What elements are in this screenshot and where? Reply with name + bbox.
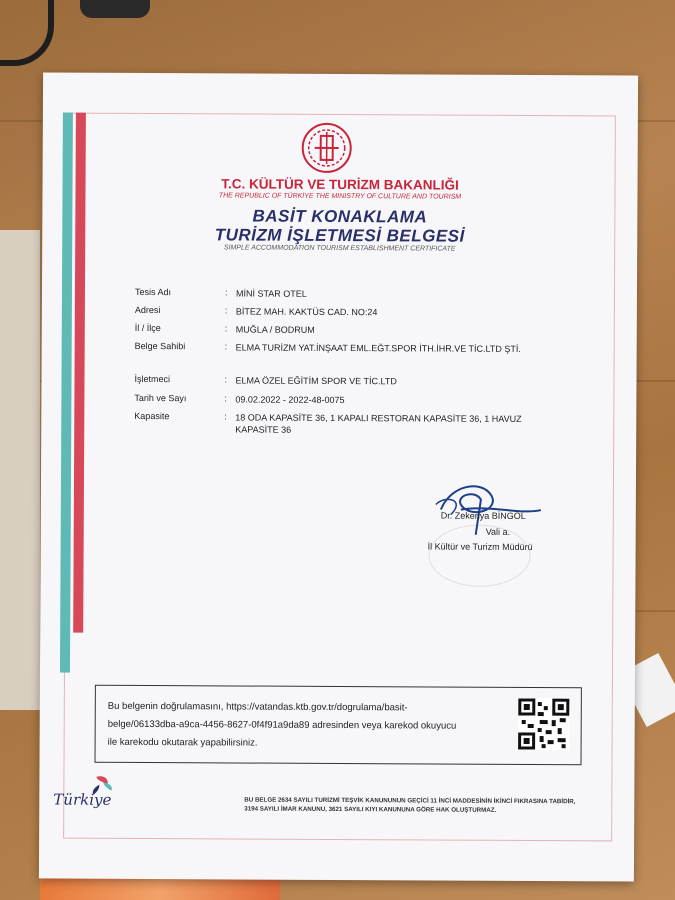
ministry-name: T.C. KÜLTÜR VE TURİZM BAKANLIĞI [221,176,459,193]
field-label: Adresi [134,304,161,316]
svg-text:Türkiye: Türkiye [53,790,112,809]
certificate-title-line2: TURİZM İŞLETMESİ BELGESİ [214,225,465,246]
signatory-role: Vali a. [485,526,511,537]
field-value: MUĞLA / BODRUM [235,324,315,335]
signatory-name: Dr. Zekeriya BİNGÖL [440,510,526,521]
background-shelf [0,230,40,710]
field-label: Tarih ve Sayı [134,392,187,404]
field-label: İl / İlçe [134,322,161,334]
turkiye-logo [51,773,131,813]
certificate-subtitle: SIMPLE ACCOMMODATION TOURISM ESTABLISHMENT CERTIFICATE [223,244,456,253]
field-label: Tesis Adı [134,286,172,298]
field-label: İşletmeci [134,373,171,385]
field-label: Kapasite [134,410,170,422]
certificate-paper: T.C. KÜLTÜR VE TURİZM BAKANLIĞI THE REPUBLIC OF TÜRKİYE THE MINISTRY OF CULTURE AND TOURISM BASİT KONAKLAMA TURİZM İŞLETMESİ BELGESİ SIMPLE ACCOMMODATION TOURISM ESTABLISHMENT CERTIFICATE Tesis Adı : MİNİ STAR OTEL Adresi : BİTEZ MAH. KAKTÜS CAD. NO:24 İl / İlçe : MUĞLA / BODRUM Belge Sahibi : ELMA TURİZM YAT.İNŞAAT EML.EĞT.SPOR İTH.İHR.VE TİC.LTD ŞTİ. İşletmeci : ELMA ÖZEL EĞİTİM SPOR VE TİC.LTD Tarih ve Sayı : 09.02.2022 - 2022-48-0075 Kapasite : 18 ODA KAPASİTE 36, 1 KAPALI RESTORAN KAPASİTE 36, 1 HAVUZ KAPASİTE 36 Dr. Zekeriya BİNGÖL Vali a. İl Kültür ve Turizm Müdürü Bu belgenin doğrulamasını, https://vatandas.ktb.gov.tr/dogrulama/basit-belge/06133dba-a9ca-4456-8627-0f4f91a9da89 adresinden veya karekod okuyucu ile karekodu okutarak yapabilirsiniz. Türkiye BU BELGE 2634 SAYILI TURİZMİ TEŞVİK KANUNUNUN GEÇİCİ 11 İNCİ MADDESİNİN İKİNCİ FIKRASINA TABİDİR, 3194 SAYILI İMAR KANUNU, 3621 SAYILI KIYI KANUNUNA GÖRE HAK OLUŞTURMAZ. [39,72,638,881]
legal-footer: BU BELGE 2634 SAYILI TURİZMİ TEŞVİK KANUNUNUN GEÇİCİ 11 İNCİ MADDESİNİN İKİNCİ FIKRASINA TABİDİR, 3194 SAYILI İMAR KANUNU, 3621 SAYILI KIYI KANUNUNA GÖRE HAK OLUŞTURMAZ. [244,796,576,814]
ministry-emblem-icon [299,122,355,174]
field-value: ELMA ÖZEL EĞİTİM SPOR VE TİC.LTD [235,375,397,387]
certificate-title-line1: BASİT KONAKLAMA [252,206,428,227]
field-label: Belge Sahibi [134,340,186,352]
signatory-department: İl Kültür ve Turizm Müdürü [427,541,533,553]
qr-code-icon[interactable] [518,698,570,750]
cable [0,0,54,66]
ministry-name-en: THE REPUBLIC OF TÜRKİYE THE MINISTRY OF CULTURE AND TOURISM [218,192,462,201]
field-value: ELMA TURİZM YAT.İNŞAAT EML.EĞT.SPOR İTH.İHR.VE TİC.LTD ŞTİ. [235,342,521,354]
verification-text: Bu belgenin doğrulamasını, https://vatandas.ktb.gov.tr/dogrulama/basit-belge/06133dba-a9ca-4456-8627-0f4f91a9da89 adresinden veya karekod okuyucu ile karekodu okutarak yapabilirsiniz. [107,700,457,749]
field-value: BİTEZ MAH. KAKTÜS CAD. NO:24 [235,306,378,318]
verification-box [95,685,582,766]
device [80,0,150,18]
field-value: MİNİ STAR OTEL [235,288,307,299]
field-value: 18 ODA KAPASİTE 36, 1 KAPALI RESTORAN KAPASİTE 36, 1 HAVUZ KAPASİTE 36 [235,412,522,435]
field-value: 09.02.2022 - 2022-48-0075 [235,394,345,406]
